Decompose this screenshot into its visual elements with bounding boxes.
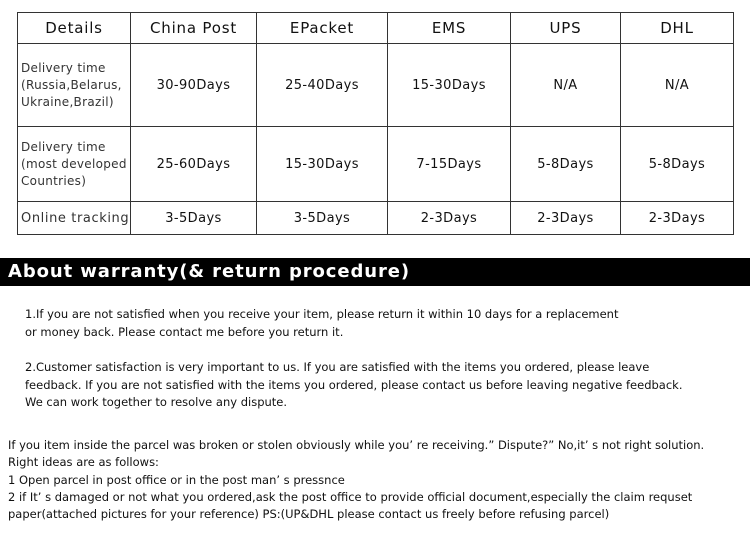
table-cell: 15-30Days (257, 127, 388, 202)
shipping-comparison-table (17, 12, 734, 235)
warranty-point-2 (25, 359, 740, 412)
table-cell: 3-5Days (257, 202, 388, 235)
banner-title: About warranty(& return procedure) (8, 261, 410, 282)
notes-line: paper(attached pictures for your reference) PS:(UP&DHL please contact us freely before refusing parcel) (8, 507, 610, 522)
warranty-banner (0, 258, 750, 286)
table-cell: 5-8Days (511, 127, 621, 202)
table-cell: 2-3Days (511, 202, 621, 235)
table-cell: 2-3Days (621, 202, 734, 235)
paragraph-line: 2.Customer satisfaction is very important to us. If you are satisfied with the items you ordered, please leave (25, 360, 650, 374)
table-cell: N/A (511, 44, 621, 127)
paragraph-line: 1.If you are not satisfied when you receive your item, please return it within 10 days for a replacement (25, 307, 619, 321)
table-cell: 25-60Days (131, 127, 257, 202)
row-label-line: Delivery time (21, 60, 106, 75)
table-row (18, 202, 734, 235)
row-label-line: Online tracking (21, 210, 130, 226)
header-ups: UPS (511, 13, 621, 44)
warranty-point-1 (25, 306, 740, 341)
paragraph-line: feedback. If you are not satisfied with the items you ordered, please contact us before leaving negative feedback. (25, 377, 683, 392)
table-cell: 5-8Days (621, 127, 734, 202)
paragraph-line: We can work together to resolve any dispute. (25, 395, 288, 409)
table-cell: 2-3Days (388, 202, 511, 235)
row-label-line: Ukraine,Brazil) (21, 94, 114, 109)
row-label (18, 202, 131, 235)
paragraph-line: or money back. Please contact me before you return it. (25, 324, 344, 339)
table-cell: 30-90Days (131, 44, 257, 127)
table-row (18, 127, 734, 202)
damage-notes (8, 437, 748, 523)
notes-line: Right ideas are as follows: (8, 455, 159, 470)
header-dhl: DHL (621, 13, 734, 44)
row-label-line: Delivery time (21, 139, 106, 154)
table-cell: N/A (621, 44, 734, 127)
table-row (18, 44, 734, 127)
row-label (18, 127, 131, 202)
notes-line: If you item inside the parcel was broken or stolen obviously while you’ re receiving.” Dispute?” No,it’ s not right solution. (8, 438, 705, 452)
notes-line: 1 Open parcel in post office or in the post man’ s pressnce (8, 472, 345, 487)
table-header-row (18, 13, 734, 44)
row-label-line: (Russia,Belarus, (21, 77, 122, 92)
table-cell: 25-40Days (257, 44, 388, 127)
table-cell: 15-30Days (388, 44, 511, 127)
header-ems: EMS (388, 13, 511, 44)
row-label-line: Countries) (21, 173, 87, 188)
header-china-post: China Post (131, 13, 257, 44)
table-cell: 7-15Days (388, 127, 511, 202)
table-cell: 3-5Days (131, 202, 257, 235)
row-label-line: (most developed (21, 156, 127, 171)
header-details: Details (18, 13, 131, 44)
header-epacket: EPacket (257, 13, 388, 44)
notes-line: 2 if It’ s damaged or not what you ordered,ask the post office to provide official document,especially the claim requset (8, 489, 693, 504)
row-label (18, 44, 131, 127)
